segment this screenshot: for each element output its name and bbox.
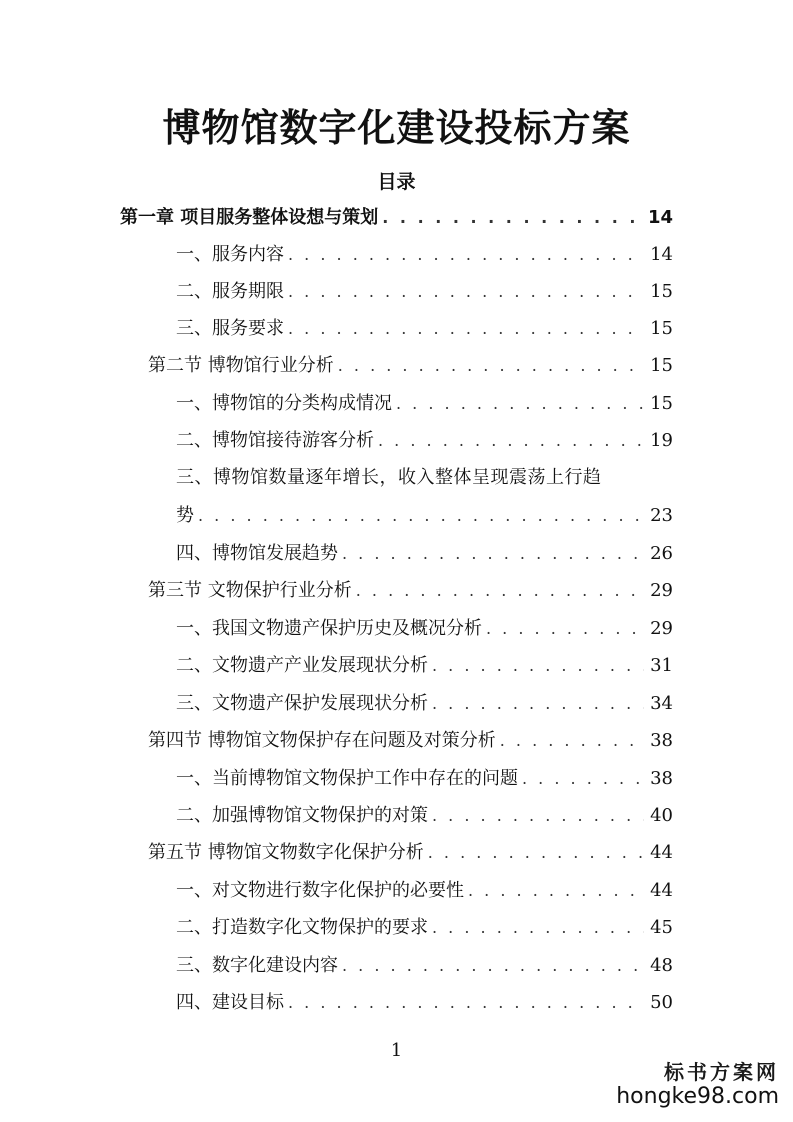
toc-item[interactable] <box>176 611 673 647</box>
toc-entry-label: 第四节 博物馆文物保护存在问题及对策分析 <box>148 730 496 751</box>
dot-leader <box>500 723 644 759</box>
toc-item[interactable] <box>176 686 673 722</box>
page-number: 1 <box>390 1040 403 1061</box>
toc-entry-label: 一、对文物进行数字化保护的必要性 <box>176 880 464 901</box>
toc-entry-label: 三、文物遗产保护发展现状分析 <box>176 693 428 714</box>
toc-entry-label: 一、服务内容 <box>176 244 284 265</box>
dot-leader <box>378 423 644 459</box>
toc-page-number: 38 <box>650 768 673 789</box>
toc-page-number: 19 <box>650 430 673 451</box>
toc-page-number: 48 <box>650 955 673 976</box>
toc-item[interactable] <box>176 873 673 909</box>
toc-page-number: 44 <box>650 880 673 901</box>
toc-item[interactable] <box>176 948 673 984</box>
toc-entry-label: 一、博物馆的分类构成情况 <box>176 393 392 414</box>
toc-entry-continuation-label: 势 <box>176 505 194 526</box>
toc-item[interactable] <box>176 311 673 347</box>
site-watermark <box>616 1060 779 1110</box>
toc-item[interactable] <box>176 910 673 946</box>
dot-leader <box>468 873 644 909</box>
toc-page-number: 34 <box>650 693 673 714</box>
toc-entry-label: 三、服务要求 <box>176 318 284 339</box>
toc-page-number: 15 <box>650 281 673 302</box>
dot-leader <box>198 498 644 534</box>
dot-leader <box>338 348 644 384</box>
dot-leader <box>432 798 644 834</box>
toc-entry-label: 第三节 文物保护行业分析 <box>148 580 352 601</box>
toc-page-number: 26 <box>650 543 673 564</box>
dot-leader <box>382 200 642 236</box>
toc-chapter-1[interactable] <box>120 200 673 236</box>
toc-page-number: 15 <box>650 355 673 376</box>
toc-section[interactable] <box>148 573 673 609</box>
toc-item[interactable] <box>176 761 673 797</box>
toc-section[interactable] <box>148 835 673 871</box>
dot-leader <box>342 948 644 984</box>
toc-entry-label: 四、博物馆发展趋势 <box>176 543 338 564</box>
toc-entry-label: 二、服务期限 <box>176 281 284 302</box>
toc-item[interactable] <box>176 423 673 459</box>
watermark-url: hongke98.com <box>616 1084 779 1109</box>
dot-leader <box>288 237 644 273</box>
toc-entry-label: 二、文物遗产产业发展现状分析 <box>176 655 428 676</box>
toc-page-number: 45 <box>650 917 673 938</box>
toc-page-number: 23 <box>650 505 673 526</box>
toc-item[interactable] <box>176 985 673 1021</box>
dot-leader <box>432 686 644 722</box>
toc-section[interactable] <box>148 723 673 759</box>
toc-heading: 目录 <box>377 171 416 193</box>
toc-item[interactable] <box>176 386 673 422</box>
dot-leader <box>432 910 644 946</box>
toc-page-number: 14 <box>647 207 673 228</box>
dot-leader <box>356 573 644 609</box>
dot-leader <box>396 386 644 422</box>
toc-section[interactable] <box>148 348 673 384</box>
toc-item[interactable] <box>176 648 673 684</box>
toc-page-number: 44 <box>650 842 673 863</box>
toc-page-number: 15 <box>650 393 673 414</box>
toc-entry-label: 第二节 博物馆行业分析 <box>148 355 334 376</box>
toc-page-number: 29 <box>650 580 673 601</box>
toc-entry-label: 第五节 博物馆文物数字化保护分析 <box>148 842 424 863</box>
toc-item[interactable] <box>176 237 673 273</box>
dot-leader <box>342 536 644 572</box>
toc-entry-label: 第一章 项目服务整体设想与策划 <box>120 207 379 228</box>
toc-item[interactable] <box>176 798 673 834</box>
toc-entry-label: 二、加强博物馆文物保护的对策 <box>176 805 428 826</box>
watermark-site-name: 标书方案网 <box>664 1060 779 1084</box>
dot-leader <box>288 274 644 310</box>
toc-page-number: 29 <box>650 618 673 639</box>
toc-page-number: 50 <box>650 992 673 1013</box>
toc-page-number: 15 <box>650 318 673 339</box>
toc-entry-label: 四、建设目标 <box>176 992 284 1013</box>
toc-page-number: 14 <box>650 244 673 265</box>
dot-leader <box>522 761 644 797</box>
toc-entry-label: 一、当前博物馆文物保护工作中存在的问题 <box>176 768 518 789</box>
toc-entry-label: 二、打造数字化文物保护的要求 <box>176 917 428 938</box>
toc-item[interactable] <box>176 536 673 572</box>
toc-page-number: 38 <box>650 730 673 751</box>
dot-leader <box>432 648 644 684</box>
document-title: 博物馆数字化建设投标方案 <box>162 106 631 150</box>
toc-page-number: 31 <box>650 655 673 676</box>
dot-leader <box>288 985 644 1021</box>
toc-entry-label: 二、博物馆接待游客分析 <box>176 430 374 451</box>
toc-item-continuation[interactable] <box>176 498 673 534</box>
toc-entry-label: 三、数字化建设内容 <box>176 955 338 976</box>
dot-leader <box>288 311 644 347</box>
dot-leader <box>428 835 644 871</box>
toc-entry-label: 三、博物馆数量逐年增长，收入整体呈现震荡上行趋 <box>176 467 602 488</box>
toc-entry-label: 一、我国文物遗产保护历史及概况分析 <box>176 618 482 639</box>
toc-item-wrapped[interactable] <box>176 460 673 496</box>
toc-item[interactable] <box>176 274 673 310</box>
toc-page-number: 40 <box>650 805 673 826</box>
dot-leader <box>486 611 644 647</box>
